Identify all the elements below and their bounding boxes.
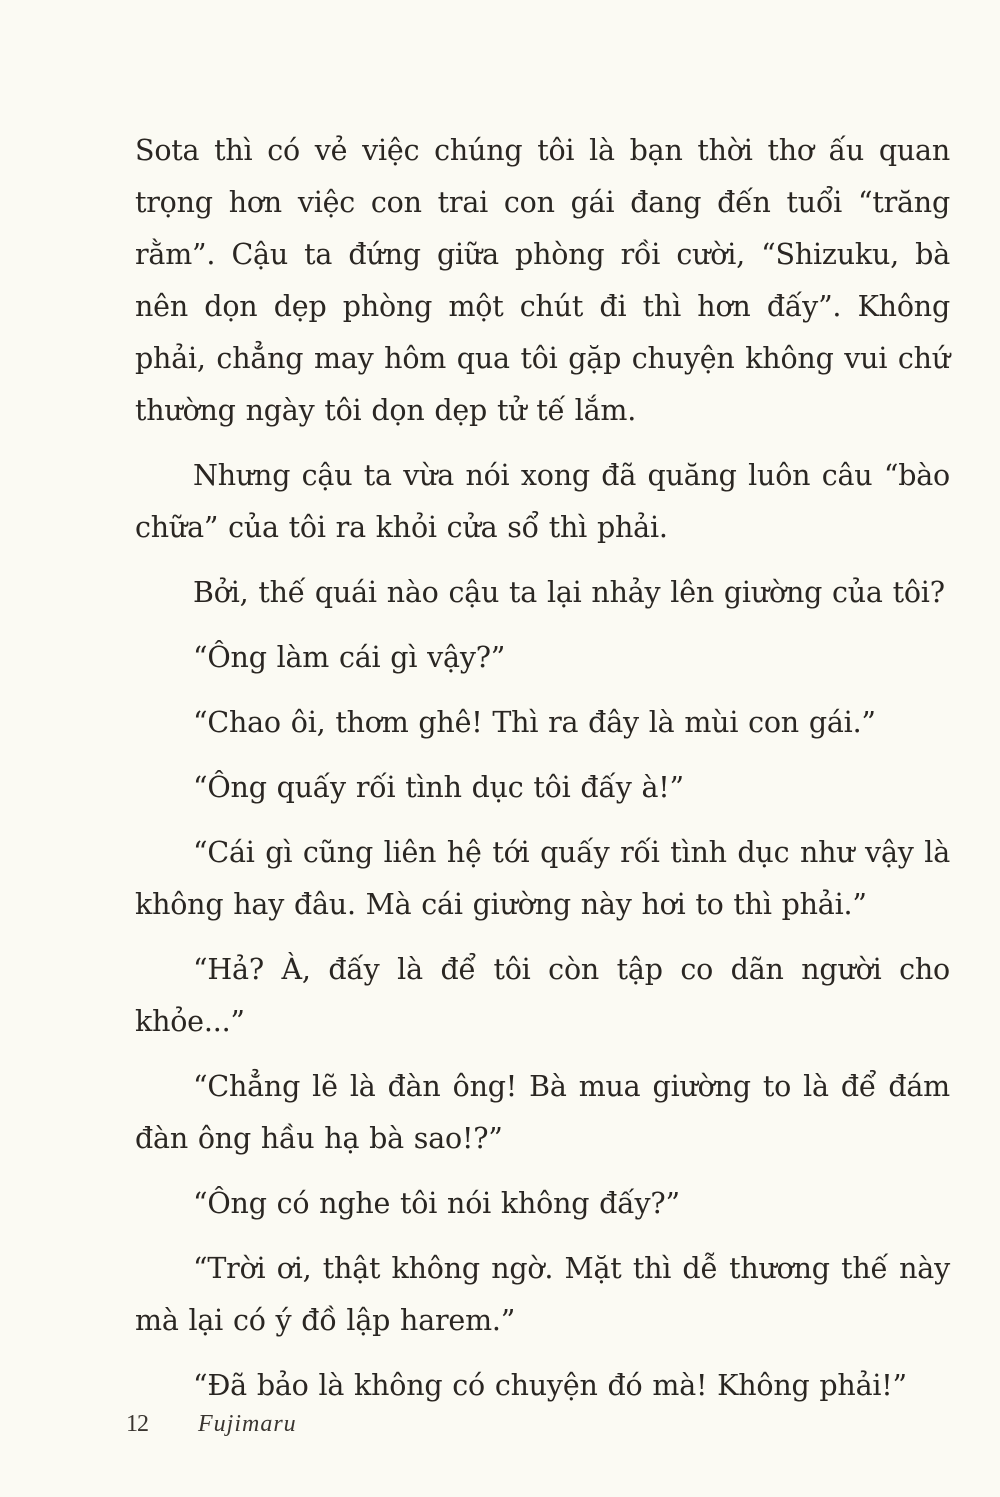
page-footer: [126, 1404, 297, 1444]
paragraph: “Đã bảo là không có chuyện đó mà! Không phải!”: [193, 1369, 907, 1402]
paragraph: “Chao ôi, thơm ghê! Thì ra đây là mùi con gái.”: [193, 706, 876, 739]
paragraph: Sota thì có vẻ việc chúng tôi là bạn thời thơ ấu quan trọng hơn việc con trai con gái đang đến tuổi “trăng rằm”. Cậu ta đứng giữa phòng rồi cười, “Shizuku, bà nên dọn dẹp phòng một chút đi thì hơn đấy”. Không phải, chẳng may hôm qua tôi gặp chuyện không vui chứ thường ngày tôi dọn dẹp tử tế lắm.: [135, 134, 950, 427]
paragraph: “Chẳng lẽ là đàn ông! Bà mua giường to là để đám đàn ông hầu hạ bà sao!?”: [135, 1070, 950, 1155]
paragraph: Bởi, thế quái nào cậu ta lại nhảy lên giường của tôi?: [193, 576, 945, 609]
paragraph: “Ông quấy rối tình dục tôi đấy à!”: [193, 771, 684, 804]
body-text: [135, 125, 950, 1412]
paragraph: Nhưng cậu ta vừa nói xong đã quăng luôn câu “bào chữa” của tôi ra khỏi cửa sổ thì phải.: [135, 459, 950, 544]
page-number: 12: [126, 1410, 148, 1437]
paragraph: “Trời ơi, thật không ngờ. Mặt thì dễ thương thế này mà lại có ý đồ lập harem.”: [135, 1252, 950, 1337]
running-author-name: Fujimaru: [198, 1410, 297, 1437]
paragraph: “Cái gì cũng liên hệ tới quấy rối tình dục như vậy là không hay đâu. Mà cái giường này hơi to thì phải.”: [135, 836, 950, 921]
paragraph: “Ông có nghe tôi nói không đấy?”: [193, 1187, 680, 1220]
paragraph: “Ông làm cái gì vậy?”: [193, 641, 506, 674]
paragraph: “Hả? À, đấy là để tôi còn tập co dãn người cho khỏe...”: [135, 953, 950, 1038]
